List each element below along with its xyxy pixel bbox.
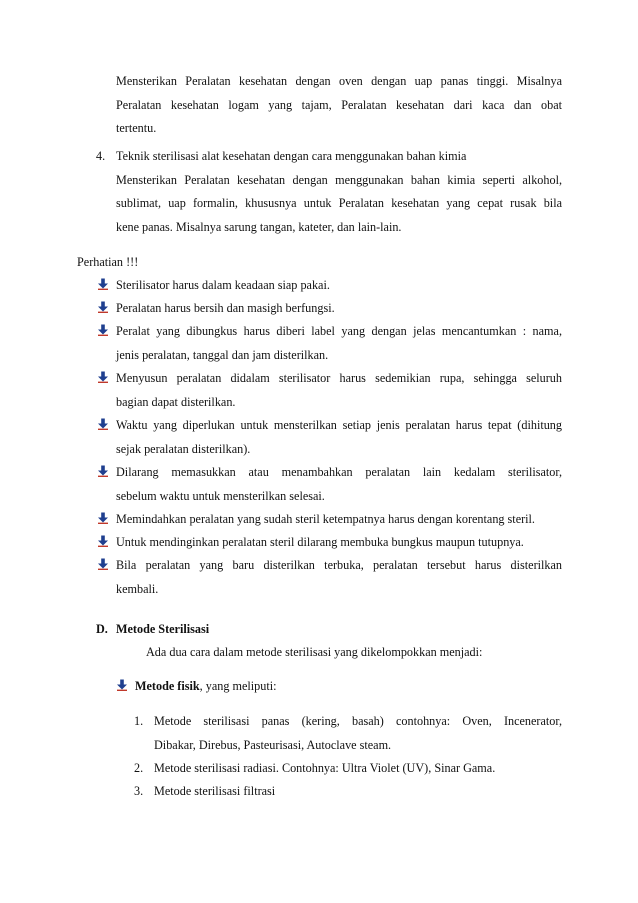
text-line: Dilarang memasukkan atau menambahkan peralatan lain kedalam sterilisator, — [116, 465, 562, 479]
arrow-down-icon — [97, 512, 109, 524]
arrow-down-icon — [97, 418, 109, 430]
method-number: 1. — [134, 714, 144, 728]
arrow-down-icon — [116, 679, 128, 691]
arrow-down-icon — [97, 465, 109, 477]
text-line: Memindahkan peralatan yang sudah steril ketempatnya harus dengan korentang steril. — [116, 512, 535, 526]
physical-method-heading — [135, 675, 277, 699]
method-item — [154, 780, 562, 804]
method-number: 3. — [134, 784, 144, 798]
arrow-down-icon — [97, 535, 109, 547]
bullet-item — [116, 367, 562, 414]
text-line: sejak peralatan disterilkan). — [116, 441, 251, 456]
attention-heading: Perhatian !!! — [77, 255, 139, 269]
text-line: kembali. — [116, 581, 159, 596]
bullet-item — [116, 414, 562, 461]
arrow-down-icon — [97, 371, 109, 383]
text-line: Menyusun peralatan didalam sterilisator harus sedemikian rupa, sehingga seluruh — [116, 371, 562, 385]
text-line: Metode sterilisasi filtrasi — [154, 784, 276, 798]
text-line: Peralat yang dibungkus harus diberi label yang dengan jelas mencantumkan : nama, — [116, 324, 562, 338]
text-line: sublimat, uap formalin, khususnya untuk Peralatan kesehatan yang cepat rusak bila — [116, 196, 562, 210]
text-line: Bila peralatan yang baru disterilkan terbuka, peralatan tersebut harus disterilkan — [116, 558, 562, 572]
bullet-item — [116, 554, 562, 601]
item-4 — [116, 145, 562, 239]
bullet-item — [116, 508, 562, 532]
text-line: Untuk mendinginkan peralatan steril dilarang membuka bungkus maupun tutupnya. — [116, 535, 524, 549]
intro-paragraph — [116, 70, 562, 141]
arrow-down-icon — [97, 278, 109, 290]
text-line: tertentu. — [116, 121, 157, 135]
section-intro: Ada dua cara dalam metode sterilisasi yang dikelompokkan menjadi: — [146, 645, 483, 659]
text-line: kene panas. Misalnya sarung tangan, kateter, dan lain-lain. — [116, 219, 402, 234]
text-line: Metode sterilisasi panas (kering, basah) contohnya: Oven, Incenerator, — [154, 714, 562, 728]
text-line: Mensterikan Peralatan kesehatan dengan menggunakan bahan kimia seperti alkohol, — [116, 172, 562, 187]
arrow-down-icon — [97, 558, 109, 570]
section-title: Metode Sterilisasi — [116, 622, 210, 636]
item-number: 4. — [96, 149, 106, 163]
method-item — [154, 710, 562, 757]
text-line: Sterilisator harus dalam keadaan siap pakai. — [116, 278, 330, 292]
method-item — [154, 757, 562, 781]
text-line: Waktu yang diperlukan untuk mensterilkan setiap jenis peralatan harus tepat (dihitung — [116, 418, 562, 432]
text-line: jenis peralatan, tanggal dan jam disterilkan. — [116, 347, 329, 362]
bullet-item — [116, 274, 562, 298]
text-line: bagian dapat disterilkan. — [116, 394, 236, 409]
section-label: D. — [96, 622, 108, 636]
bullet-item — [116, 531, 562, 555]
bullet-item — [116, 461, 562, 508]
physical-method-label: Metode fisik — [135, 679, 200, 693]
text-line: Metode sterilisasi radiasi. Contohnya: Ultra Violet (UV), Sinar Gama. — [154, 761, 496, 775]
text-line: sebelum waktu untuk mensterilkan selesai. — [116, 488, 325, 503]
text-line: Dibakar, Direbus, Pasteurisasi, Autoclave steam. — [154, 737, 392, 752]
text-line: Mensterikan Peralatan kesehatan dengan oven dengan uap panas tinggi. Misalnya — [116, 74, 562, 88]
bullet-item — [116, 320, 562, 367]
item-4-title: Teknik sterilisasi alat kesehatan dengan cara menggunakan bahan kimia — [116, 149, 467, 163]
arrow-down-icon — [97, 324, 109, 336]
bullet-item — [116, 297, 562, 321]
physical-method-rest: , yang meliputi: — [199, 679, 277, 693]
arrow-down-icon — [97, 301, 109, 313]
text-line: Peralatan harus bersih dan masigh berfungsi. — [116, 301, 335, 315]
method-number: 2. — [134, 761, 144, 775]
text-line: Peralatan kesehatan logam yang tajam, Peralatan kesehatan dari kaca dan obat — [116, 97, 562, 112]
